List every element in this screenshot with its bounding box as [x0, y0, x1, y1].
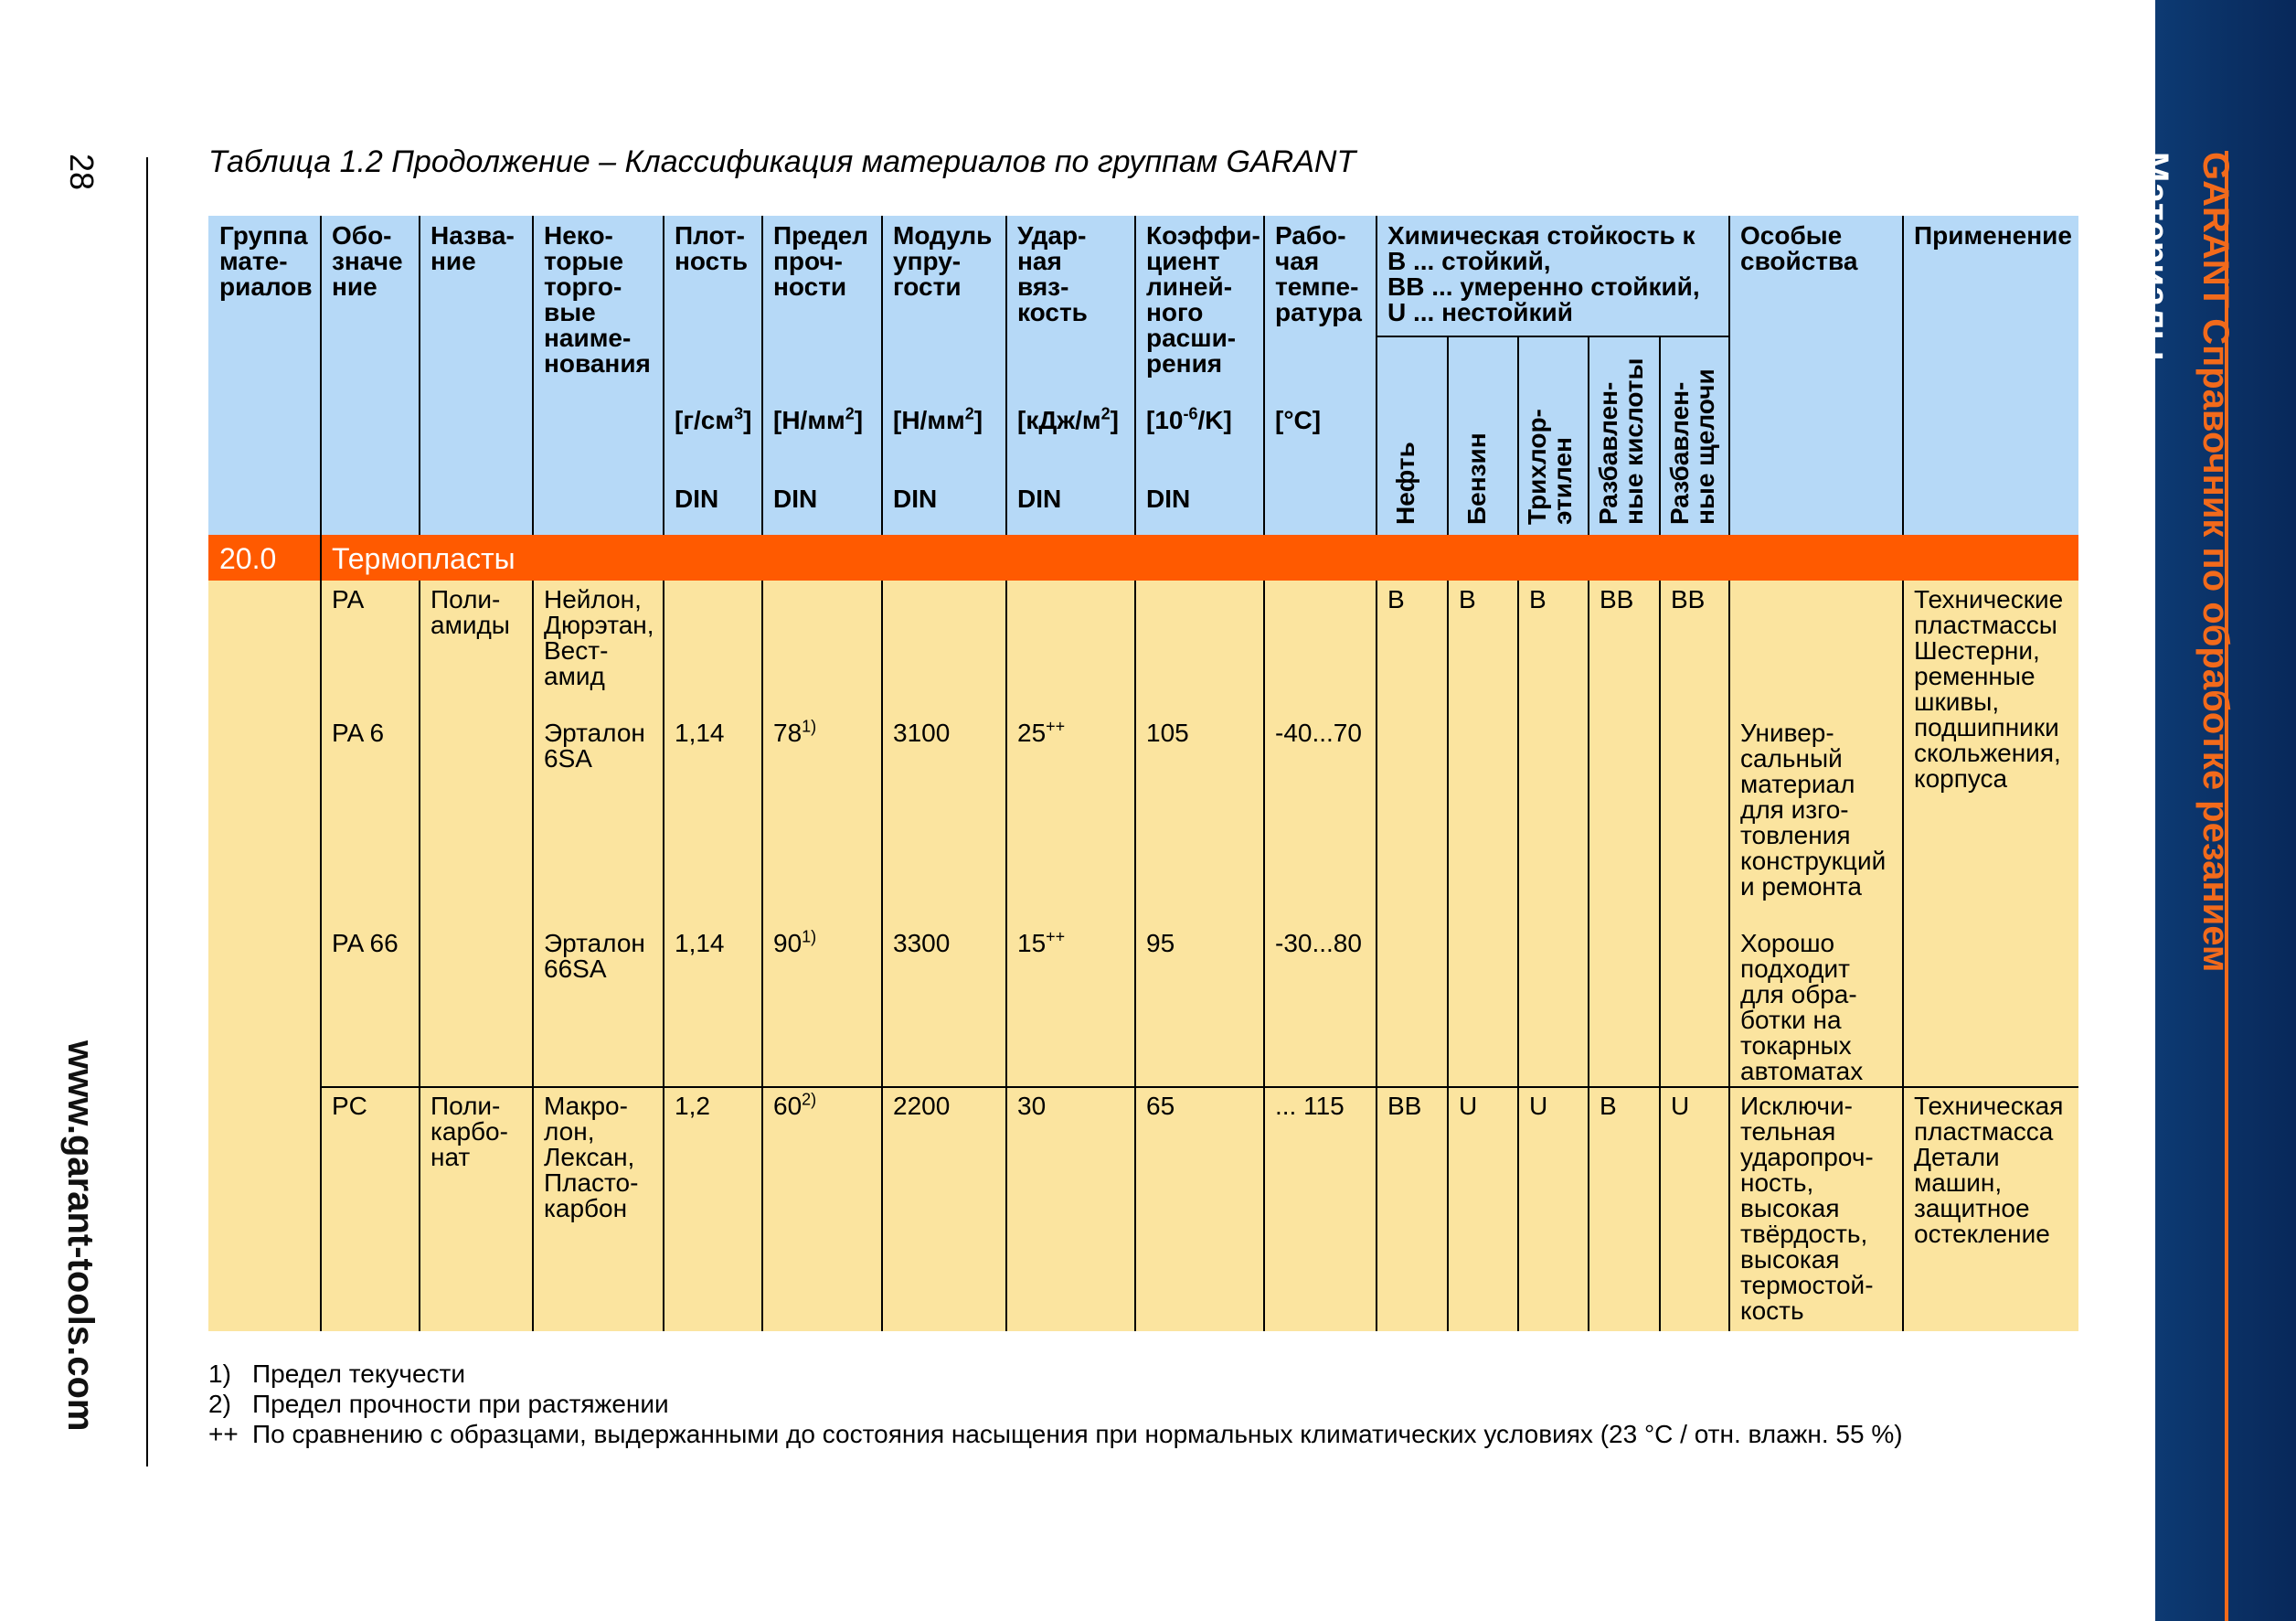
grid-line	[1902, 216, 1904, 535]
footnote: ++ По сравнению с образцами, выдержанными до состояния насыщения при нормальных климатических условиях (23 °C / отн. влажн. 55 %)	[208, 1420, 1903, 1448]
grid-line	[1728, 216, 1730, 535]
side-subtitle: Материалы	[2135, 152, 2175, 361]
pc-temperature: ... 115	[1275, 1092, 1345, 1120]
unit-modulus: $[Н/мм^2]$	[893, 404, 983, 434]
unit-impact: $[кДж/м^2]$	[1017, 404, 1119, 434]
grid-line	[1902, 581, 1904, 1331]
unit-expansion: $[10^{-6}/K]$	[1146, 404, 1232, 434]
pa-chem-acids: ВВ	[1600, 585, 1634, 613]
pc-special: Исключи- тельная ударопроч- ность, высокая твёрдость, высокая термостой- кость	[1740, 1092, 1874, 1325]
header-designation: Обо- значе ние	[332, 221, 403, 301]
grid-line	[532, 581, 534, 1331]
header-modulus: Модуль упру- гости	[893, 221, 993, 301]
pa6-temperature: -40...70	[1275, 719, 1362, 747]
band-group-title: Термопласты	[332, 542, 516, 575]
grid-line	[1134, 581, 1136, 1331]
pa6-modulus: 3100	[893, 719, 951, 747]
footnotes	[208, 1359, 1903, 1449]
grid-line	[1447, 336, 1449, 535]
grid-line	[1005, 581, 1007, 1331]
din-modulus: DIN	[893, 485, 938, 513]
pa-chem-oil: В	[1387, 585, 1405, 613]
footnote: 1) Предел текучести	[208, 1360, 466, 1388]
din-strength: DIN	[773, 485, 818, 513]
pa6-density: 1,14	[675, 719, 725, 747]
pa-chem-trichlor: В	[1529, 585, 1547, 613]
grid-line	[1659, 581, 1661, 1331]
chem-col-petrol: Бензин	[1462, 432, 1491, 525]
pc-application: Техническая пластмасса Детали машин, защитное остекление	[1914, 1092, 2064, 1248]
grid-line	[663, 581, 664, 1331]
chem-col-trichlorethylene: Трихлор- этилен	[1523, 409, 1577, 525]
pa-application: Технические пластмассы Шестерни, ременные шкивы, подшипники скольжения, корпуса	[1914, 585, 2064, 793]
pa-designation: PA	[332, 585, 365, 613]
pc-name: Поли- карбо- нат	[430, 1092, 508, 1171]
unit-temperature: [°C]	[1275, 406, 1322, 434]
pc-impact: 30	[1017, 1092, 1047, 1120]
pa66-temperature: -30...80	[1275, 929, 1362, 957]
pc-chem-alkalis: U	[1671, 1092, 1690, 1120]
din-impact: DIN	[1017, 485, 1062, 513]
grid-line	[1517, 581, 1519, 1331]
grid-line	[320, 216, 322, 1331]
header-expansion: Коэффи- циент линей- ного расши- рения	[1146, 221, 1260, 378]
pc-chem-petrol: U	[1459, 1092, 1478, 1120]
header-chemical-resistance: Химическая стойкость к В ... стойкий, ВВ ... умеренно стойкий, U ... нестойкий	[1387, 221, 1700, 326]
grid-line	[881, 216, 883, 535]
pc-chem-oil: ВВ	[1387, 1092, 1422, 1120]
grid-line	[1447, 581, 1449, 1331]
header-density: Плот- ность	[675, 221, 749, 275]
pa6-strength: 78$^{1)}$	[773, 717, 817, 747]
footnote: 2) Предел прочности при растяжении	[208, 1390, 669, 1418]
row-divider	[320, 1086, 2078, 1088]
pc-strength: 60$^{2)}$	[773, 1090, 817, 1120]
grid-line	[419, 216, 420, 535]
pc-trade: Макро- лон, Лексан, Пласто- карбон	[544, 1092, 639, 1222]
pa66-density: 1,14	[675, 929, 725, 957]
pa-chem-petrol: В	[1459, 585, 1476, 613]
grid-line	[1376, 581, 1377, 1331]
grid-line	[1005, 216, 1007, 535]
grid-line	[1263, 216, 1265, 535]
side-title: GARANT Справочник по обработке резанием	[2195, 152, 2236, 973]
grid-line	[1728, 581, 1730, 1331]
pc-density: 1,2	[675, 1092, 710, 1120]
unit-density: $[г/см^3]$	[675, 404, 752, 434]
pa-chem-alkalis: ВВ	[1671, 585, 1706, 613]
pc-designation: PC	[332, 1092, 367, 1120]
pc-chem-acids: В	[1600, 1092, 1617, 1120]
header-name: Назва- ние	[430, 221, 515, 275]
pa66-trade: Эрталон 66SA	[544, 929, 645, 983]
website-link[interactable]: www.garant-tools.com	[60, 1040, 101, 1432]
pa66-impact: 15++	[1017, 927, 1066, 957]
pa6-designation: PA 6	[332, 719, 385, 747]
page-number: 28	[63, 154, 101, 191]
header-temperature: Рабо- чая темпе- ратура	[1275, 221, 1362, 326]
din-density: DIN	[675, 485, 719, 513]
pa66-strength: 90$^{1)}$	[773, 927, 817, 957]
materials-table	[208, 216, 2078, 1331]
pa-name: Поли- амиды	[430, 585, 510, 639]
header-impact: Удар- ная вяз- кость	[1017, 221, 1088, 326]
pa66-special: Хорошо подходит для обра- ботки на токарных автоматах	[1740, 929, 1864, 1085]
grid-line	[532, 216, 534, 535]
pc-chem-trichlor: U	[1529, 1092, 1548, 1120]
grid-line	[1263, 581, 1265, 1331]
group-band	[208, 535, 2078, 581]
grid-line	[1588, 336, 1589, 535]
pa6-special: Универ- сальный материал для изго- товления конструкций и ремонта	[1740, 719, 1887, 901]
grid-line	[1659, 336, 1661, 535]
pa6-impact: 25++	[1017, 717, 1066, 747]
unit-strength: $[Н/мм^2]$	[773, 404, 864, 434]
pc-modulus: 2200	[893, 1092, 951, 1120]
pa-trade: Нейлон, Дюрэтан, Вест- амид	[544, 585, 654, 690]
left-margin-rule	[146, 157, 148, 1466]
header-application: Применение	[1914, 221, 2072, 250]
grid-line	[761, 216, 763, 535]
pa66-designation: PA 66	[332, 929, 399, 957]
pa66-expansion: 95	[1146, 929, 1175, 957]
header-group: Группа мате- риалов	[219, 221, 313, 301]
grid-line	[761, 581, 763, 1331]
pa66-modulus: 3300	[893, 929, 951, 957]
pa6-expansion: 105	[1146, 719, 1189, 747]
chem-header-divider	[1376, 336, 1728, 337]
header-strength: Предел проч- ности	[773, 221, 868, 301]
grid-line	[1517, 336, 1519, 535]
table-caption: Таблица 1.2 Продолжение – Классификация материалов по группам GARANT	[208, 144, 1356, 179]
chem-col-dilute-alkalis: Разбавлен- ные щелочи	[1665, 368, 1719, 525]
grid-line	[419, 581, 420, 1331]
pa6-trade: Эрталон 6SA	[544, 719, 645, 773]
header-special-properties: Особые свойства	[1740, 221, 1858, 275]
band-group-number: 20.0	[219, 542, 277, 575]
grid-line	[881, 581, 883, 1331]
grid-line	[1588, 581, 1589, 1331]
header-trade-names: Неко- торые торго- вые наиме- нования	[544, 221, 651, 378]
grid-line	[1376, 216, 1377, 535]
chem-col-dilute-acids: Разбавлен- ные кислоты	[1594, 357, 1648, 525]
chem-col-oil: Нефть	[1391, 442, 1419, 525]
din-expansion: DIN	[1146, 485, 1191, 513]
grid-line	[1134, 216, 1136, 535]
grid-line	[663, 216, 664, 535]
pc-expansion: 65	[1146, 1092, 1175, 1120]
